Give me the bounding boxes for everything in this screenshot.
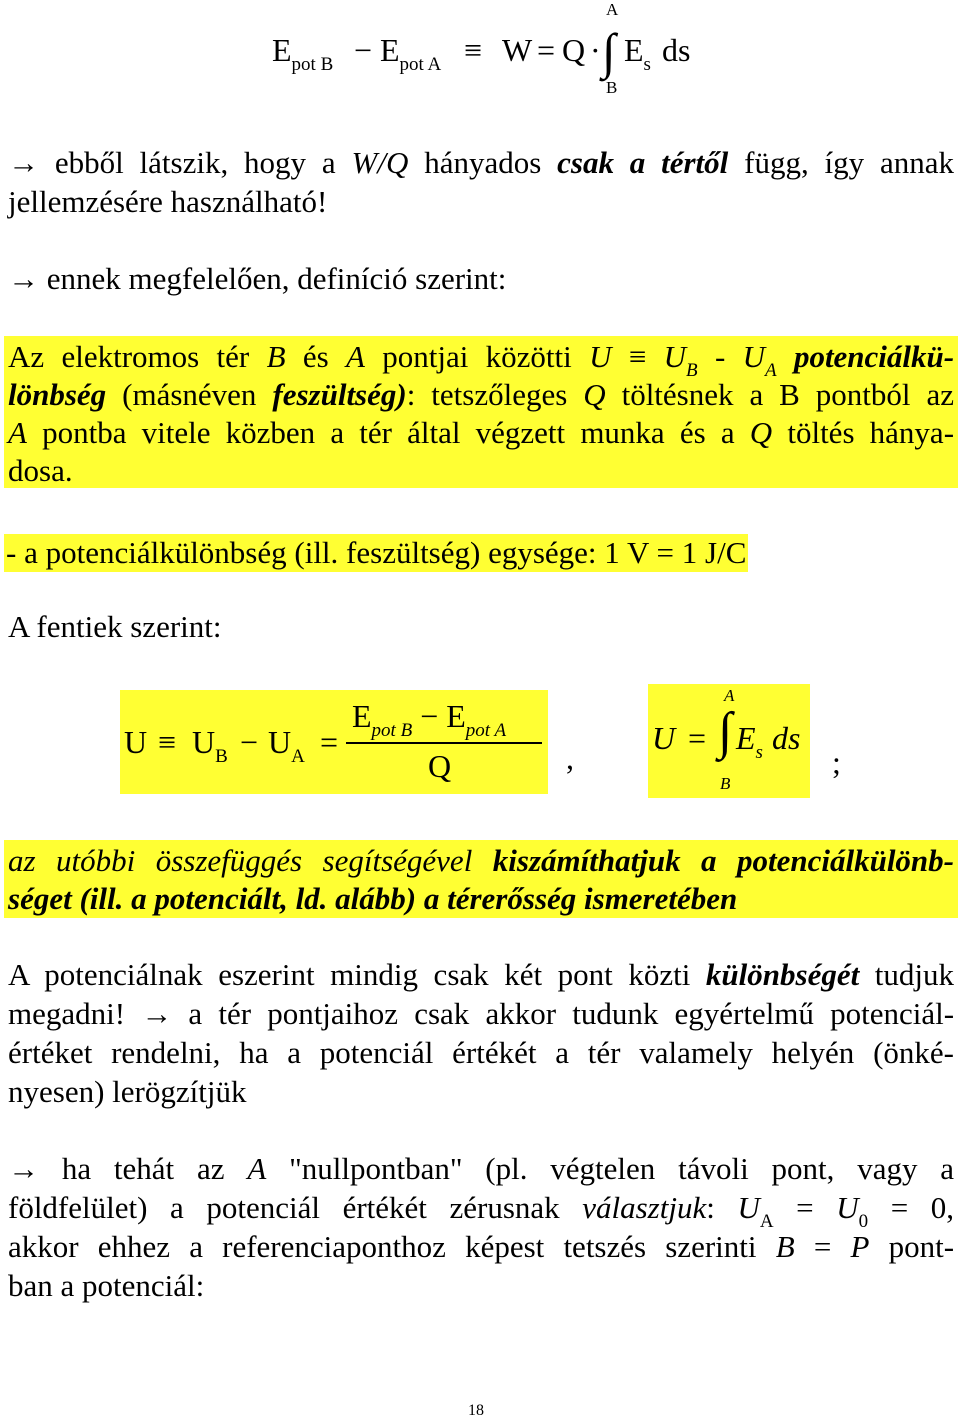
paragraph-2: → ennek megfelelően, definíció szerint: — [8, 261, 507, 296]
definition-line-1: Az elektromos tér B és A pontjai közötti $U \equiv U_B - U_A$ potenciálkü- — [8, 339, 955, 381]
utobbi-line-1: az utóbbi összefüggés segítségével kiszámíthatjuk a potenciálkülönb- — [8, 843, 954, 878]
formula-top — [272, 0, 712, 98]
paragraph-3-line-2: megadni! → a tér pontjaihoz csak akkor tudunk egyértelmű potenciál- — [8, 996, 955, 1031]
definition-line-4: dosa. — [8, 453, 73, 488]
formula-w: W — [502, 32, 533, 68]
paragraph-3-line-1: A potenciálnak eszerint mindig csak két pont közti különbségét tudjuk — [8, 957, 955, 992]
fraction-denominator: Q — [428, 748, 452, 784]
paragraph-4-line-4: ban a potenciál: — [8, 1268, 205, 1303]
formula-ds: ds — [662, 32, 691, 68]
paragraph-3-line-3: értéket rendelni, ha a potenciál értékét a tér valamely helyén (önké- — [8, 1035, 954, 1070]
semicolon: ; — [832, 744, 841, 780]
paragraph-3-line-4: nyesen) lerögzítjük — [8, 1074, 247, 1109]
integral-sign: ∫ — [602, 23, 616, 79]
formula-lhs-a: $E_{pot B}$ — [272, 32, 334, 75]
paragraph-1-line-2: jellemzésére használható! — [8, 184, 328, 219]
fraction-numerator: $E_{pot B} - E_{pot A}$ — [352, 698, 507, 741]
formula-q: Q — [562, 32, 586, 68]
formula-lhs-b: $E_{pot A}$ — [380, 32, 442, 75]
fraction-line — [346, 742, 542, 744]
utobbi-line-2: séget (ill. a potenciált, ld. alább) a térerősség ismeretében — [4, 880, 741, 918]
comma: , — [566, 740, 574, 776]
paragraph-4-line-1: → ha tehát az A "nullpontban" (pl. végtelen távoli pont, vagy a — [8, 1151, 955, 1186]
formula-lower-limit: B — [606, 78, 618, 97]
formula-upper-limit: A — [606, 0, 619, 19]
equation-box-integral: U = A ∫ B $E_s$ ds — [648, 684, 810, 798]
formula-es: $E_s$ — [624, 32, 651, 75]
formula-eq: = — [537, 32, 556, 68]
fentiek-line: A fentiek szerint: — [8, 609, 222, 644]
paragraph-4-line-2: földfelület) a potenciál értékét zérusnak választjuk: $U_A = U_0 = 0$, — [8, 1190, 955, 1232]
paragraph-1-line-1: → ebből látszik, hogy a W/Q hányados csak a tértől függ, így annak — [8, 145, 955, 180]
integral-sign: ∫ — [718, 703, 733, 760]
formula-equiv: ≡ — [464, 32, 483, 68]
unit-line: - a potenciálkülönbség (ill. feszültség) egysége: 1 V = 1 J/C — [6, 535, 747, 570]
definition-line-2: lönbség (másnéven feszültség): tetszőleges Q töltésnek a B pontból az — [8, 377, 954, 412]
definition-line-3: A pontba vitele közben a tér által végzett munka és a Q töltés hánya- — [8, 415, 955, 450]
page-number: 18 — [468, 1402, 484, 1419]
paragraph-4-line-3: akkor ehhez a referenciaponthoz képest tetszés szerinti B = P pont- — [8, 1229, 955, 1264]
formula-dot: · — [590, 32, 601, 68]
equation-box-potential-difference: U ≡ $U_B$ − $U_A$ = $E_{pot B} - E_{pot A}$ Q — [120, 690, 548, 794]
formula-minus: − — [354, 32, 373, 68]
